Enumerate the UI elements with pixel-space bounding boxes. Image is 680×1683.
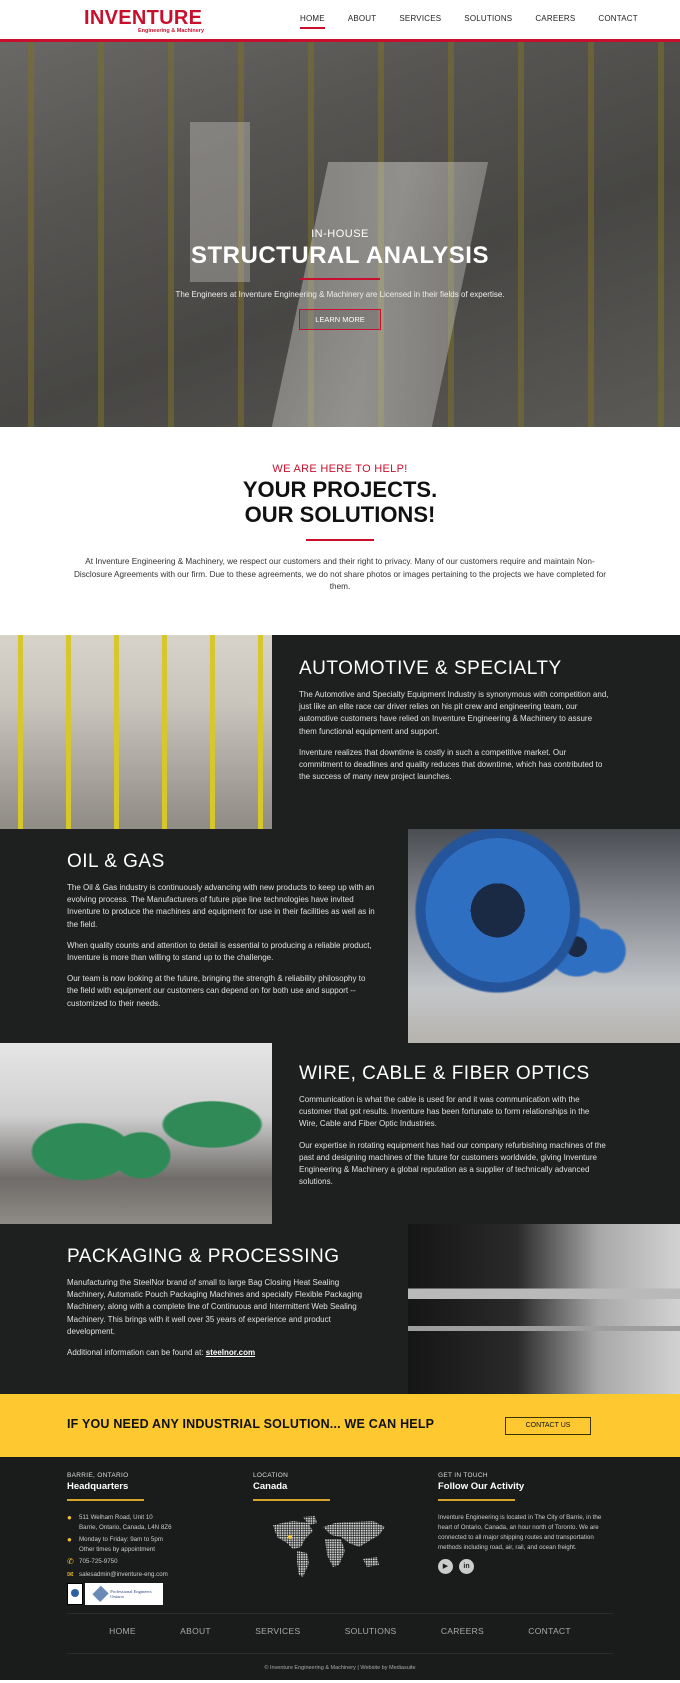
hq-heading: Headquarters bbox=[67, 1481, 129, 1492]
wire-cable-text bbox=[272, 1043, 680, 1224]
phone-icon: ✆ bbox=[67, 1557, 74, 1566]
intro-title-line2: OUR SOLUTIONS! bbox=[244, 502, 436, 527]
site-header bbox=[0, 0, 680, 42]
footer-nav bbox=[67, 1626, 613, 1636]
logo-tagline: Engineering & Machinery bbox=[137, 28, 204, 34]
peo-badge-text: Professional Engineers Ontario bbox=[110, 1589, 152, 1599]
envelope-icon: ✉ bbox=[67, 1569, 74, 1579]
location-kicker: LOCATION bbox=[253, 1472, 289, 1479]
nav-solutions[interactable]: SOLUTIONS bbox=[464, 14, 513, 23]
industry-packaging bbox=[0, 1224, 680, 1394]
nav-services[interactable]: SERVICES bbox=[399, 14, 442, 23]
packaging-text bbox=[0, 1224, 408, 1394]
automotive-paragraph-1: The Automotive and Specialty Equipment Industry is synonymous with competition and, just like an elite race car driver relies on his pit crew and engineering team, our automotive customers have relied on Inventure Engineering & Machinery to assure them functional equipment and support. bbox=[299, 690, 609, 736]
packaging-image bbox=[408, 1224, 680, 1394]
packaging-title: PACKAGING & PROCESSING bbox=[67, 1246, 340, 1267]
logo[interactable] bbox=[84, 8, 204, 34]
peo-logo-icon bbox=[92, 1586, 108, 1602]
industry-oil-gas bbox=[0, 829, 680, 1043]
intro-title-line1: YOUR PROJECTS. bbox=[242, 477, 438, 502]
hours-line-1: Monday to Friday: 9am to 5pm bbox=[79, 1536, 163, 1543]
footer-nav-about[interactable]: ABOUT bbox=[180, 1626, 211, 1636]
footer-get-in-touch bbox=[438, 1472, 613, 1574]
intro-section bbox=[0, 427, 680, 635]
contact-us-button[interactable]: CONTACT US bbox=[505, 1417, 591, 1435]
oil-gas-title: OIL & GAS bbox=[67, 851, 165, 872]
oil-gas-image bbox=[408, 829, 680, 1043]
nav-contact[interactable]: CONTACT bbox=[598, 14, 638, 23]
wire-cable-paragraph-1: Communication is what the cable is used for and it was communication with the customer that got results. Inventure has been fortunate to form relationships in the Wire, Cable and Fiber Optic Industries. bbox=[299, 1095, 590, 1129]
wire-cable-paragraph-2: Our expertise in rotating equipment has had our company refurbishing machines of the past and designing machines of the future for customers worldwide, giving Inventure Engineering & Machinery a global reputation as a supplier of technically advanced solutions. bbox=[299, 1140, 606, 1187]
hq-kicker: BARRIE, ONTARIO bbox=[67, 1472, 129, 1479]
address-line-1: 511 Welham Road, Unit 10 bbox=[79, 1514, 153, 1521]
clock-icon: ● bbox=[67, 1535, 72, 1544]
youtube-icon[interactable]: ▶ bbox=[438, 1559, 453, 1574]
location-divider bbox=[253, 1499, 330, 1501]
oil-gas-paragraph-1: The Oil & Gas industry is continuously advancing with new products to keep up with an evolving process. The Manufacturers of future pipe line technologies have invited Inventure to produce the machines and equipment for use in their facilities as well as in the field. bbox=[67, 883, 375, 929]
touch-divider bbox=[438, 1499, 515, 1501]
hours-line-2: Other times by appointment bbox=[79, 1545, 156, 1553]
touch-text: Inventure Engineering is located in The City of Barrie, in the heart of Ontario, Canada, an hour north of Toronto. We are connected to all major shipping routes and transportation methods including road, air, rail, and ocean freight. bbox=[438, 1514, 602, 1551]
certification-badges bbox=[67, 1583, 172, 1605]
site-footer bbox=[0, 1457, 680, 1680]
footer-nav-contact[interactable]: CONTACT bbox=[528, 1626, 571, 1636]
oil-gas-text bbox=[0, 829, 408, 1043]
automotive-text bbox=[272, 635, 680, 829]
world-map bbox=[253, 1513, 393, 1588]
footer-location bbox=[253, 1472, 393, 1588]
hq-divider bbox=[67, 1499, 144, 1501]
intro-text: At Inventure Engineering & Machinery, we respect our customers and their right to privacy. Many of our customers require and maintain Non-Disclosure Agreements with our firm. Due to these agreements, we do not share photos or images pertaining to the projects we have completed for them. bbox=[73, 557, 606, 591]
packaging-link-prefix: Additional information can be found at: bbox=[67, 1348, 206, 1358]
footer-nav-solutions[interactable]: SOLUTIONS bbox=[344, 1626, 397, 1636]
hero-content bbox=[0, 228, 680, 330]
industry-automotive bbox=[0, 635, 680, 829]
steelnor-link[interactable]: steelnor.com bbox=[205, 1348, 256, 1358]
hero-divider bbox=[300, 278, 380, 280]
location-heading: Canada bbox=[253, 1481, 288, 1492]
phone-link[interactable]: 705-725-9750 bbox=[79, 1558, 118, 1565]
industry-wire-cable bbox=[0, 1043, 680, 1224]
wire-cable-image bbox=[0, 1043, 272, 1224]
copyright: © Inventure Engineering & Machinery | Website by Mediasuite bbox=[264, 1665, 416, 1671]
nav-home[interactable]: HOME bbox=[300, 14, 325, 23]
packaging-paragraph-2 bbox=[67, 1347, 378, 1359]
nav-careers[interactable]: CAREERS bbox=[535, 14, 576, 23]
footer-divider-bottom bbox=[67, 1653, 613, 1654]
main-nav bbox=[300, 14, 661, 23]
oil-gas-paragraph-3: Our team is now looking at the future, bringing the strength & reliability philosophy to the field with equipment our customers can depend on for both use and support -- customized to their needs. bbox=[67, 974, 366, 1008]
intro-title bbox=[0, 477, 680, 527]
email-row bbox=[67, 1570, 172, 1580]
hero-title: STRUCTURAL ANALYSIS bbox=[191, 242, 489, 269]
wire-cable-title: WIRE, CABLE & FIBER OPTICS bbox=[299, 1063, 590, 1084]
hq-info bbox=[67, 1513, 172, 1579]
touch-heading: Follow Our Activity bbox=[438, 1481, 525, 1492]
peo-badge bbox=[85, 1583, 163, 1605]
footer-nav-home[interactable]: HOME bbox=[109, 1626, 136, 1636]
automotive-image bbox=[0, 635, 272, 829]
oil-gas-paragraph-2: When quality counts and attention to detail is essential to producing a reliable product, Inventure is more than willing to stand up to the challenge. bbox=[67, 940, 372, 963]
address-row bbox=[67, 1513, 172, 1532]
social-links bbox=[438, 1559, 613, 1574]
intro-kicker: WE ARE HERE TO HELP! bbox=[272, 463, 408, 475]
hero-slider bbox=[0, 42, 680, 427]
footer-divider-top bbox=[67, 1613, 613, 1614]
phone-row bbox=[67, 1557, 172, 1567]
cta-banner bbox=[0, 1394, 680, 1457]
hours-row bbox=[67, 1535, 172, 1554]
address-line-2: Barrie, Ontario, Canada, L4N 8Z6 bbox=[79, 1523, 172, 1531]
footer-nav-services[interactable]: SERVICES bbox=[255, 1626, 301, 1636]
linkedin-icon[interactable]: in bbox=[459, 1559, 474, 1574]
nav-about[interactable]: ABOUT bbox=[347, 14, 377, 23]
map-pin-icon: ● bbox=[67, 1513, 72, 1522]
automotive-title: AUTOMOTIVE & SPECIALTY bbox=[299, 658, 562, 679]
footer-nav-careers[interactable]: CAREERS bbox=[440, 1626, 485, 1636]
intro-divider bbox=[306, 539, 374, 541]
certification-badge bbox=[67, 1583, 83, 1605]
cta-text: IF YOU NEED ANY INDUSTRIAL SOLUTION... WE CAN HELP bbox=[67, 1417, 435, 1431]
touch-kicker: GET IN TOUCH bbox=[438, 1472, 488, 1479]
email-link[interactable]: salesadmin@inventure-eng.com bbox=[79, 1570, 168, 1578]
packaging-paragraph-1: Manufacturing the SteelNor brand of small to large Bag Closing Heat Sealing Machinery, Automatic Pouch Packaging Machines and specialty Flexible Packaging Machinery, along with a complete line of Continuous and Intermittent Web Sealing Machinery. This brings with it well over 35 years of experience and product development. bbox=[67, 1278, 363, 1336]
hero-text: The Engineers at Inventure Engineering & Machinery are Licensed in their fields of expertise. bbox=[175, 290, 505, 299]
logo-wordmark: INVENTURE bbox=[84, 7, 203, 29]
hero-kicker: IN-HOUSE bbox=[311, 228, 369, 240]
learn-more-button[interactable]: LEARN MORE bbox=[299, 309, 381, 330]
automotive-paragraph-2: Inventure realizes that downtime is costly in such a competitive market. Our commitment to deadlines and quality reduces that downtime, which has contributed to the success of many new project launches. bbox=[299, 747, 603, 782]
footer-headquarters bbox=[67, 1472, 172, 1605]
